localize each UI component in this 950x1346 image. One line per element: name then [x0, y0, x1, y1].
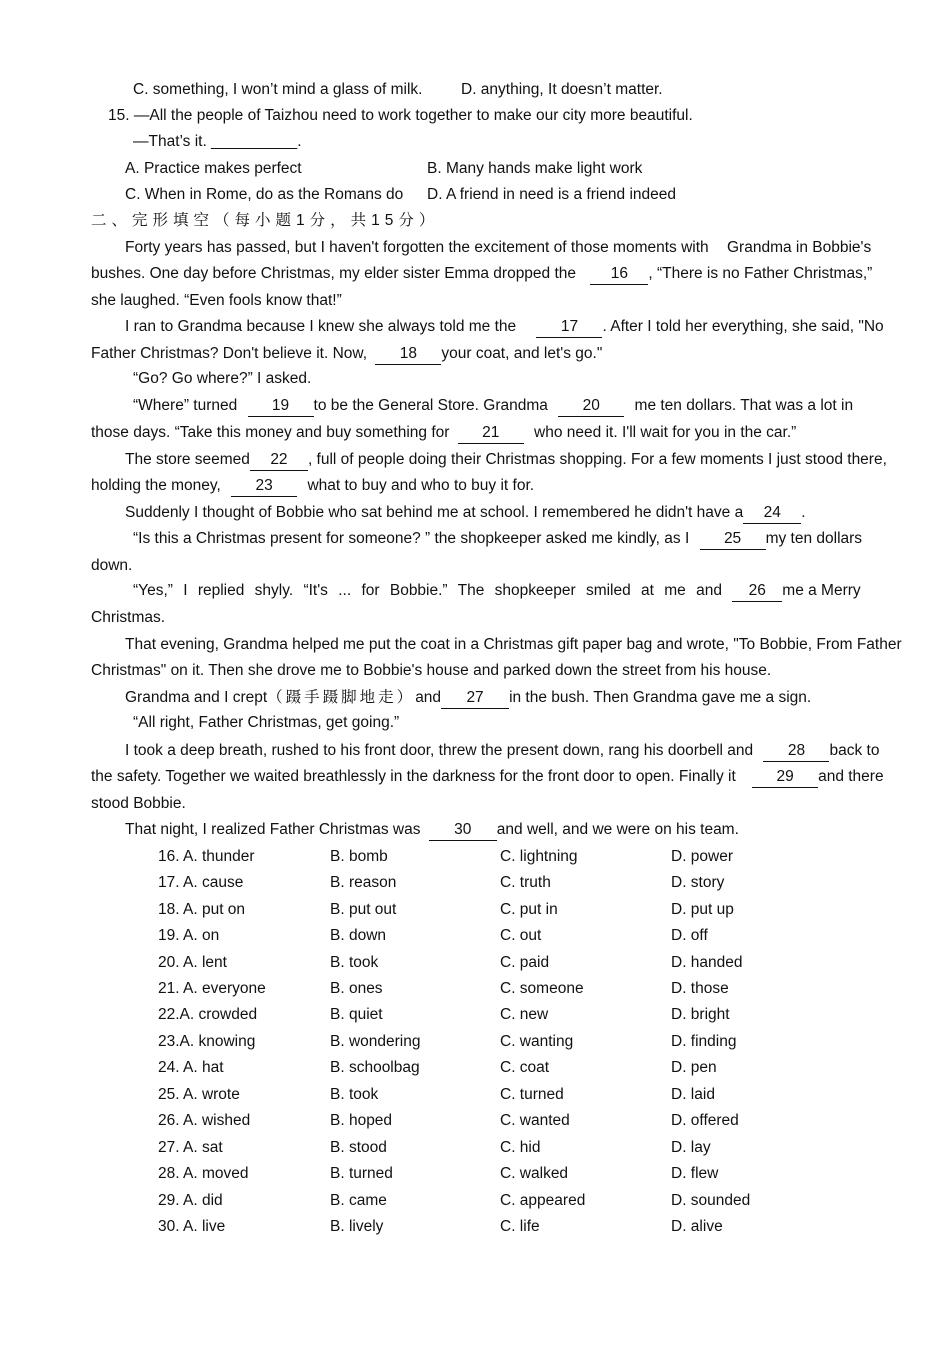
- option-d: D. pen: [671, 1059, 717, 1076]
- option-c: C. truth: [500, 874, 551, 891]
- option-d: D. flew: [671, 1165, 719, 1182]
- option-a: 22.A. crowded: [158, 1006, 258, 1023]
- option-b: B. lively: [330, 1218, 384, 1235]
- option-a: 30. A. live: [158, 1218, 226, 1235]
- passage-text: .: [801, 504, 806, 521]
- option-d: D. alive: [671, 1218, 723, 1235]
- section-title: 二、完形填空（每小题1分，共15分）: [91, 212, 440, 229]
- passage-text: I took a deep breath, rushed to his front door, threw the present down, rang his doorbell and: [125, 742, 754, 759]
- passage-text: me ten dollars. That was a lot in: [634, 397, 854, 414]
- option-row: [158, 1082, 878, 1108]
- option-row: [158, 950, 878, 976]
- passage-text: Christmas.: [91, 609, 166, 626]
- option-row: [158, 1188, 878, 1214]
- option-a: 26. A. wished: [158, 1112, 251, 1129]
- option-a: 23.A. knowing: [158, 1033, 256, 1050]
- blank-27: 27: [441, 688, 509, 709]
- option-c: C. walked: [500, 1165, 569, 1182]
- option-c: C. turned: [500, 1086, 564, 1103]
- option-d: D. story: [671, 874, 725, 891]
- passage-text: to be the General Store. Grandma: [313, 397, 548, 414]
- option-b: B. stood: [330, 1139, 387, 1156]
- passage-text: I ran to Grandma because I knew she always told me the: [125, 318, 517, 335]
- option-row: [158, 1029, 878, 1055]
- option-a: 19. A. on: [158, 927, 220, 944]
- blank-16: 16: [590, 264, 648, 285]
- passage-text: the safety. Together we waited breathlessly in the darkness for the front door to open. Finally it: [91, 768, 736, 785]
- blank-28: 28: [763, 741, 829, 762]
- q15-option-d: D. A friend in need is a friend indeed: [427, 186, 677, 203]
- option-b: B. quiet: [330, 1006, 383, 1023]
- blank-17: 17: [536, 317, 602, 338]
- passage-text: me a Merry: [782, 582, 861, 599]
- passage-text: back to: [829, 742, 880, 759]
- blank-30: 30: [429, 820, 497, 841]
- blank-20: 20: [558, 396, 624, 417]
- option-b: B. turned: [330, 1165, 393, 1182]
- option-b: B. took: [330, 954, 379, 971]
- option-d: D. finding: [671, 1033, 737, 1050]
- option-c: C. hid: [500, 1139, 541, 1156]
- passage-text: holding the money,: [91, 477, 221, 494]
- option-b: B. came: [330, 1192, 387, 1209]
- option-a: 16. A. thunder: [158, 848, 255, 865]
- passage-text: “Go? Go where?” I asked.: [133, 370, 312, 387]
- passage-text: , “There is no Father Christmas,”: [648, 265, 873, 282]
- option-c: C. lightning: [500, 848, 578, 865]
- blank-24: 24: [743, 503, 801, 524]
- q15-reply: —That’s it. __________.: [133, 133, 302, 150]
- option-b: B. reason: [330, 874, 397, 891]
- option-a: 27. A. sat: [158, 1139, 223, 1156]
- q14-option-d: D. anything, It doesn’t matter.: [461, 81, 663, 98]
- passage-text: and well, and we were on his team.: [496, 821, 739, 838]
- option-a: 21. A. everyone: [158, 980, 266, 997]
- blank-19: 19: [248, 396, 314, 417]
- passage-text: bushes. One day before Christmas, my elder sister Emma dropped the: [91, 265, 577, 282]
- option-d: D. lay: [671, 1139, 711, 1156]
- passage-text: The store seemed: [125, 451, 250, 468]
- option-c: C. new: [500, 1006, 549, 1023]
- option-row: [158, 897, 878, 923]
- option-a: 28. A. moved: [158, 1165, 249, 1182]
- option-row: [158, 976, 878, 1002]
- passage-text: in the bush. Then Grandma gave me a sign.: [509, 689, 812, 706]
- passage-text: Christmas" on it. Then she drove me to Bobbie's house and parked down the street from his house.: [91, 662, 772, 679]
- option-b: B. hoped: [330, 1112, 393, 1129]
- option-b: B. took: [330, 1086, 379, 1103]
- option-b: B. down: [330, 927, 387, 944]
- option-a: 17. A. cause: [158, 874, 244, 891]
- blank-23: 23: [231, 476, 297, 497]
- option-b: B. ones: [330, 980, 383, 997]
- blank-21: 21: [458, 423, 524, 444]
- passage-text: “All right, Father Christmas, get going.”: [133, 714, 400, 731]
- passage-text: Grandma and I crept: [125, 689, 268, 706]
- option-row: [158, 1161, 878, 1187]
- option-a: 24. A. hat: [158, 1059, 224, 1076]
- option-a: 29. A. did: [158, 1192, 223, 1209]
- option-row: [158, 1135, 878, 1161]
- passage-text: my ten dollars: [765, 530, 863, 547]
- q14-option-c: C. something, I won’t mind a glass of milk.: [133, 81, 423, 98]
- passage-text: Father Christmas? Don't believe it. Now,: [91, 345, 368, 362]
- option-c: C. wanting: [500, 1033, 574, 1050]
- option-d: D. sounded: [671, 1192, 751, 1209]
- option-row: [158, 1108, 878, 1134]
- blank-18: 18: [375, 344, 441, 365]
- blank-25: 25: [700, 529, 766, 550]
- passage-text: she laughed. “Even fools know that!”: [91, 292, 342, 309]
- option-b: B. wondering: [330, 1033, 421, 1050]
- option-a: 18. A. put on: [158, 901, 246, 918]
- blank-22: 22: [250, 450, 308, 471]
- passage-text: down.: [91, 557, 133, 574]
- option-c: C. someone: [500, 980, 584, 997]
- option-d: D. put up: [671, 901, 734, 918]
- option-b: B. schoolbag: [330, 1059, 420, 1076]
- passage-text: Suddenly I thought of Bobbie who sat behind me at school. I remembered he didn't have a: [125, 504, 744, 521]
- option-d: D. power: [671, 848, 734, 865]
- option-d: D. off: [671, 927, 708, 944]
- passage-gloss: （蹑手蹑脚地走）: [267, 689, 416, 706]
- q15-option-c: C. When in Rome, do as the Romans do: [125, 186, 404, 203]
- passage-text: That night, I realized Father Christmas was: [125, 821, 421, 838]
- option-c: C. appeared: [500, 1192, 586, 1209]
- passage-text: That evening, Grandma helped me put the coat in a Christmas gift paper bag and wrote, "To Bobbie, From Father: [125, 636, 902, 653]
- q15-option-b: B. Many hands make light work: [427, 160, 643, 177]
- option-a: 20. A. lent: [158, 954, 227, 971]
- option-row: [158, 1055, 878, 1081]
- passage-text: who need it. I'll wait for you in the car.”: [534, 424, 797, 441]
- passage-text: and there: [818, 768, 884, 785]
- passage-text: , full of people doing their Christmas shopping. For a few moments I just stood there,: [307, 451, 887, 468]
- option-d: D. handed: [671, 954, 743, 971]
- option-c: C. life: [500, 1218, 540, 1235]
- option-c: C. out: [500, 927, 542, 944]
- option-row: [158, 870, 878, 896]
- passage-text: stood Bobbie.: [91, 795, 186, 812]
- option-a: 25. A. wrote: [158, 1086, 240, 1103]
- passage-text: what to buy and who to buy it for.: [307, 477, 535, 494]
- option-b: B. put out: [330, 901, 397, 918]
- option-row: [158, 844, 878, 870]
- option-d: D. those: [671, 980, 729, 997]
- option-c: C. paid: [500, 954, 550, 971]
- passage-text: Forty years has passed, but I haven't forgotten the excitement of those moments with: [125, 239, 709, 256]
- option-row: [158, 923, 878, 949]
- passage-text: “Is this a Christmas present for someone? ” the shopkeeper asked me kindly, as I: [133, 530, 690, 547]
- option-c: C. coat: [500, 1059, 550, 1076]
- option-d: D. offered: [671, 1112, 739, 1129]
- blank-29: 29: [752, 767, 818, 788]
- passage-text: Grandma in Bobbie's: [727, 239, 872, 256]
- passage-text: those days. “Take this money and buy something for: [91, 424, 450, 441]
- option-b: B. bomb: [330, 848, 388, 865]
- q15-option-a: A. Practice makes perfect: [125, 160, 302, 177]
- option-c: C. wanted: [500, 1112, 570, 1129]
- passage-text: “Where” turned: [133, 397, 238, 414]
- option-row: [158, 1002, 878, 1028]
- blank-26: 26: [732, 581, 782, 602]
- passage-text: and: [415, 689, 442, 706]
- passage-text: “Yes,” I replied shyly. “It's ... for Bobbie.” The shopkeeper smiled at me and: [133, 582, 722, 599]
- passage-text: your coat, and let's go.": [441, 345, 603, 362]
- passage-text: . After I told her everything, she said, "No: [602, 318, 884, 335]
- option-d: D. bright: [671, 1006, 730, 1023]
- option-row: [158, 1214, 878, 1240]
- option-c: C. put in: [500, 901, 558, 918]
- option-d: D. laid: [671, 1086, 715, 1103]
- q15-stem: 15. —All the people of Taizhou need to work together to make our city more beautiful.: [108, 107, 693, 124]
